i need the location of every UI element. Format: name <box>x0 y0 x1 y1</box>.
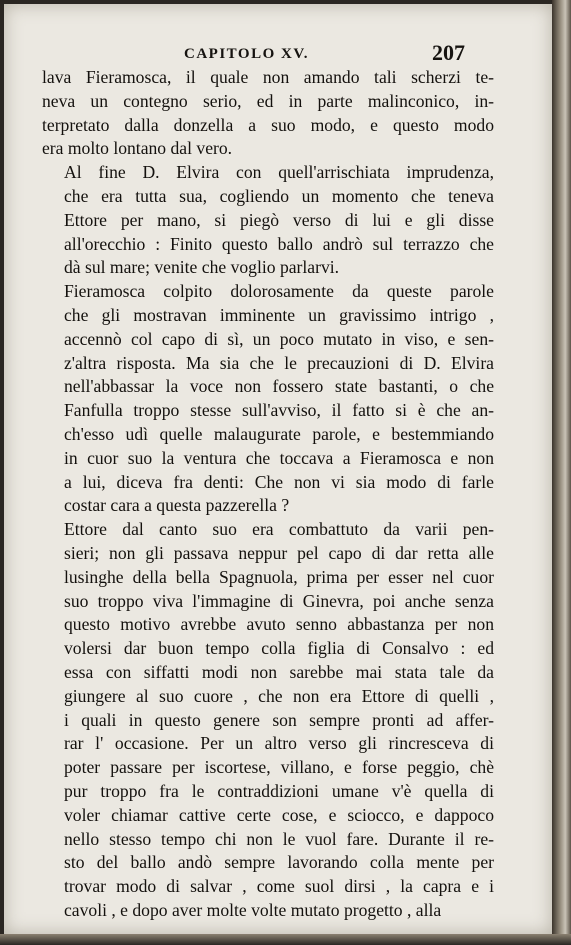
text-line: z'altra risposta. Ma sia che le precauzioni di D. Elvira <box>64 352 494 373</box>
text-line: che gli mostravan imminente un gravissimo intrigo , <box>64 304 494 325</box>
text-line: lusinghe della bella Spagnuola, prima per esser nel cuor <box>64 566 494 587</box>
running-head: CAPITOLO XV. <box>184 46 309 62</box>
text-line: giungere al suo cuore , che non era Ettore di quelli , <box>64 685 494 706</box>
text-line: sto del ballo andò sempre lavorando colla mente per <box>64 852 494 873</box>
text-line: questo motivo avrebbe avuto senno abbastanza per non <box>64 614 494 635</box>
text-line: trovar modo di salvar , come suol dirsi , la capra e i <box>64 876 494 897</box>
text-line: a lui, diceva fra denti: Che non vi sia modo di farle <box>64 471 494 492</box>
page-bottom-edge <box>0 934 571 945</box>
page-edge <box>552 0 571 945</box>
paragraph <box>42 280 494 518</box>
text-line: Fieramosca colpito dolorosamente da queste parole <box>64 281 494 302</box>
text-line: poter passare per iscortese, villano, e forse peggio, chè <box>64 757 494 778</box>
text-line: voler chiamar cattive certe cose, e sciocco, e dappoco <box>64 804 494 825</box>
text-line: lava Fieramosca, il quale non amando tali scherzi te- <box>42 67 494 87</box>
text-line: ch'esso udì quelle malaugurate parole, e bestemmiando <box>64 423 494 444</box>
text-line: che era tutta sua, cogliendo un momento che teneva <box>64 185 494 206</box>
text-line: dà sul mare; venite che voglio parlarvi. <box>64 257 340 278</box>
text-line: nello stesso tempo chi non le vuol fare. Durante il re- <box>64 828 494 849</box>
text-line: accennò col capo di sì, un poco mutato in viso, e sen- <box>64 328 494 349</box>
text-line: rar l' occasione. Per un altro verso gli rincresceva di <box>64 733 494 754</box>
paragraph <box>42 518 494 923</box>
text-line: all'orecchio : Finito questo ballo andrò sul terrazzo che <box>64 233 494 254</box>
paragraph <box>42 161 494 280</box>
text-line: sieri; non gli passava neppur pel capo di dar retta alle <box>64 542 494 563</box>
page-number: 207 <box>432 40 465 65</box>
text-line: i quali in questo genere son sempre pronti ad affer- <box>64 709 494 730</box>
text-line: costar cara a questa pazzerella ? <box>64 495 290 516</box>
text-line: volersi dar buon tempo colla figlia di Consalvo : ed <box>64 638 494 659</box>
book-page <box>4 4 552 934</box>
text-line: essa con siffatti modi non sarebbe mai stata tale da <box>64 661 494 682</box>
text-line: neva un contegno serio, ed in parte malinconico, in- <box>42 90 494 111</box>
text-line: Ettore per mano, si piegò verso di lui e gli disse <box>64 209 494 230</box>
page-header <box>4 42 552 68</box>
text-line: Ettore dal canto suo era combattuto da varii pen- <box>64 519 494 540</box>
text-line: suo troppo viva l'immagine di Ginevra, poi anche senza <box>64 590 494 611</box>
text-line: Fanfulla troppo stesse sull'avviso, il fatto si è che an- <box>64 400 494 421</box>
paragraph <box>42 66 494 161</box>
text-line: in cuor suo la ventura che toccava a Fieramosca e non <box>64 447 494 468</box>
text-line: era molto lontano dal vero. <box>42 138 233 159</box>
text-line: Al fine D. Elvira con quell'arrischiata imprudenza, <box>64 162 494 183</box>
text-line: nell'abbassar la voce non fossero state bastanti, o che <box>64 376 494 397</box>
text-line: pur troppo fra le contraddizioni umane v'è quella di <box>64 780 494 801</box>
body-text <box>42 66 494 923</box>
text-line: cavoli , e dopo aver molte volte mutato progetto , alla <box>64 899 442 920</box>
text-line: terpretato dalla donzella a suo modo, e questo modo <box>42 114 494 135</box>
